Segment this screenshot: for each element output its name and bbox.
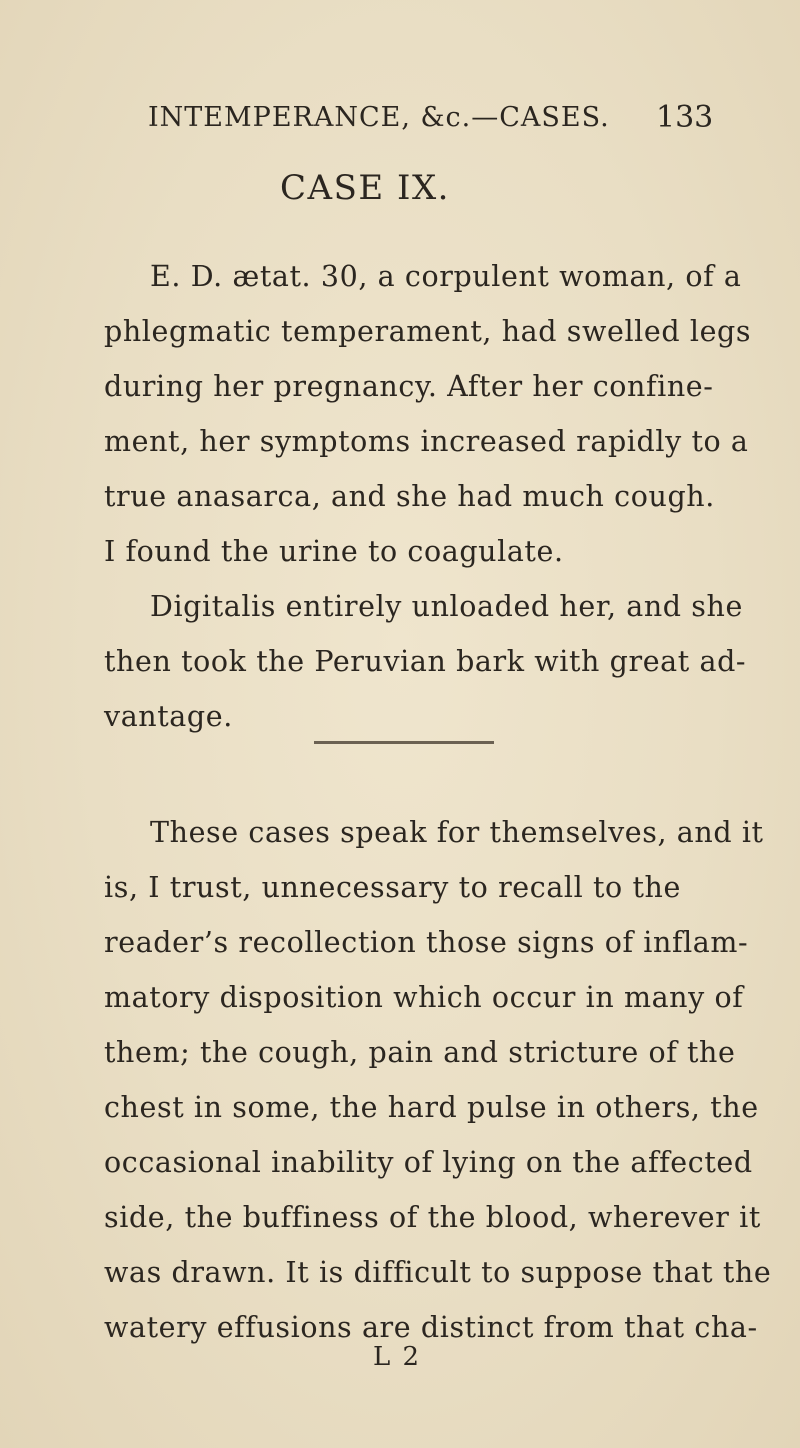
text-line: ment, her symptoms increased rapidly to a [104, 425, 749, 458]
text-line: is, I trust, unnecessary to recall to the [104, 871, 681, 904]
text-line: then took the Peruvian bark with great ad- [104, 645, 747, 678]
text-line: during her pregnancy. After her confine- [104, 370, 714, 403]
page-number: 133 [656, 100, 714, 135]
case-text [104, 249, 752, 744]
signature-mark: L 2 [373, 1342, 422, 1372]
text-line: them; the cough, pain and stricture of the [104, 1036, 736, 1069]
text-line: watery effusions are distinct from that cha- [104, 1311, 758, 1344]
text-line: These cases speak for themselves, and it [150, 816, 764, 849]
text-line: was drawn. It is difficult to suppose that the [104, 1256, 772, 1289]
text-line: Digitalis entirely unloaded her, and she [150, 590, 743, 623]
text-line: I found the urine to coagulate. [104, 535, 564, 568]
text-line: true anasarca, and she had much cough. [104, 480, 715, 513]
text-line: reader’s recollection those signs of inflam- [104, 926, 749, 959]
text-line: chest in some, the hard pulse in others, the [104, 1091, 759, 1124]
section-divider [314, 741, 494, 744]
running-head [0, 102, 800, 142]
case-heading: CASE IX. [280, 168, 450, 208]
text-line: phlegmatic temperament, had swelled legs [104, 315, 752, 348]
text-line: occasional inability of lying on the affected [104, 1146, 753, 1179]
running-title: INTEMPERANCE, &c.—CASES. [148, 102, 610, 133]
commentary-text [104, 805, 772, 1355]
text-line: side, the buffiness of the blood, wherever it [104, 1201, 761, 1234]
text-line: vantage. [104, 700, 233, 733]
text-line: E. D. ætat. 30, a corpulent woman, of a [150, 260, 742, 293]
text-line: matory disposition which occur in many of [104, 981, 744, 1014]
